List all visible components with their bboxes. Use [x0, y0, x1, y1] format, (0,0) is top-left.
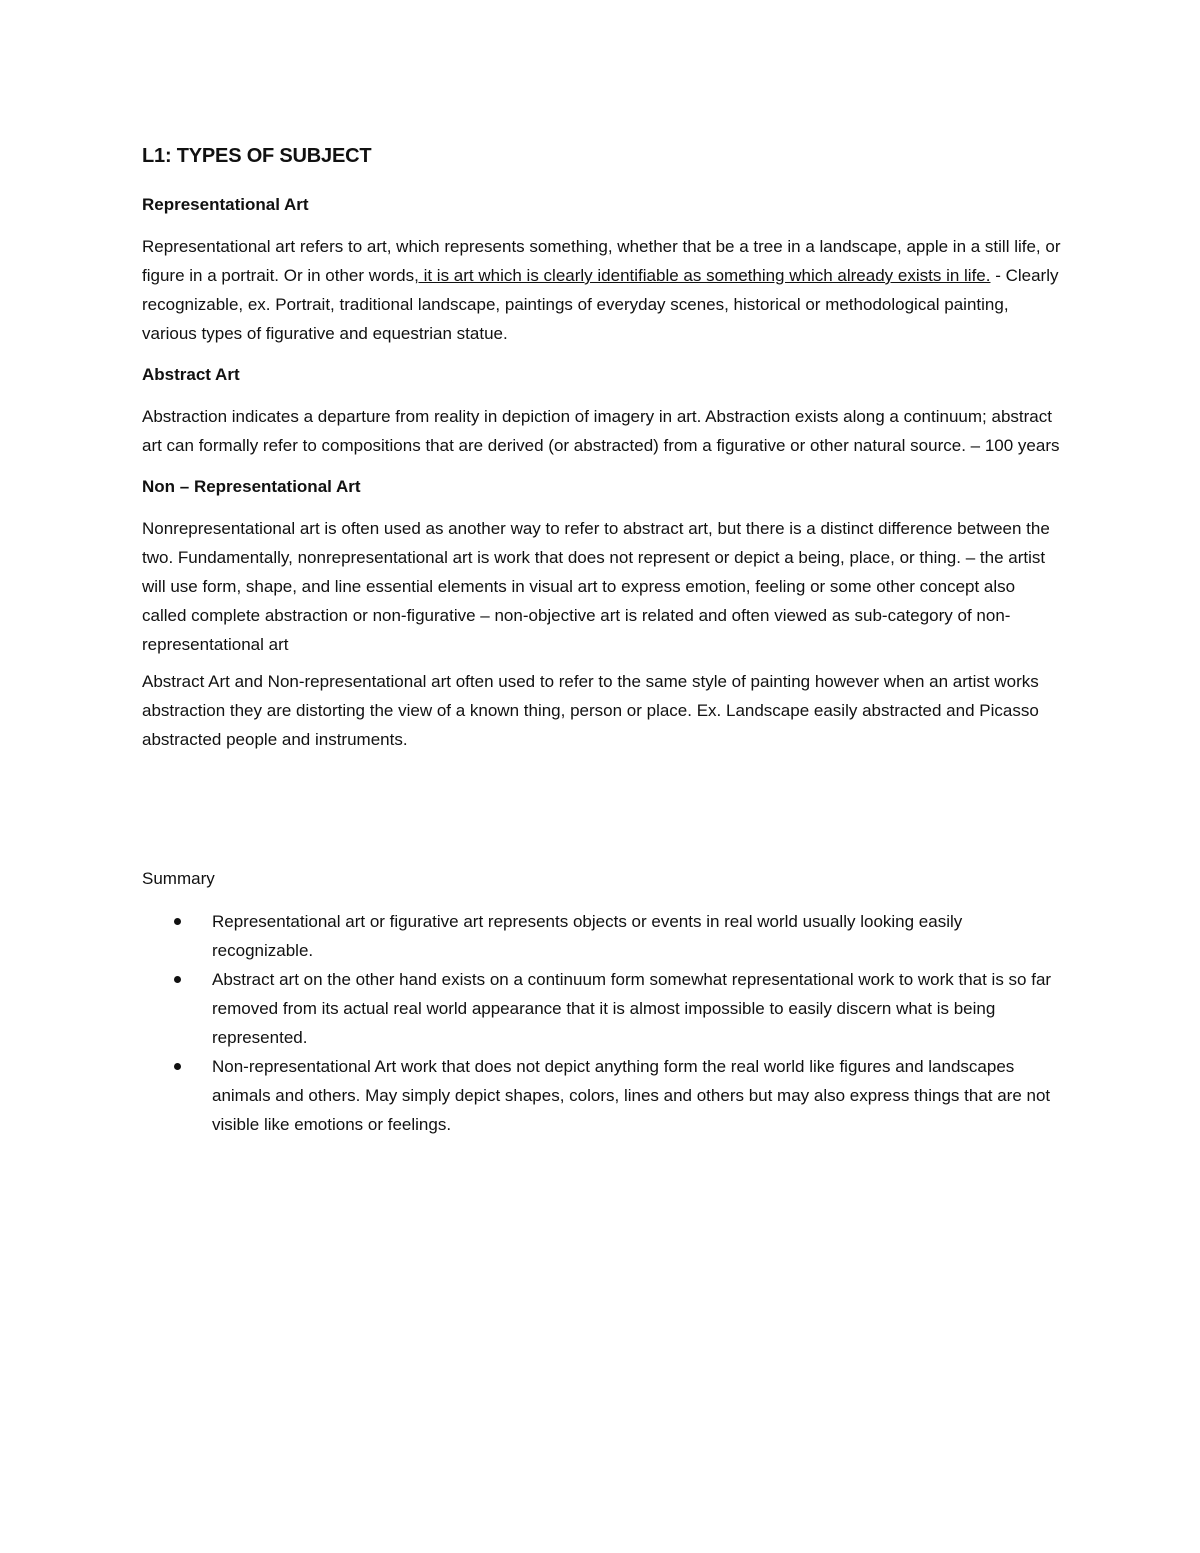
- bullet-icon: [174, 976, 181, 983]
- summary-item-text: Non-representational Art work that does not depict anything form the real world like figures and landscapes animals and others. May simply depict shapes, colors, lines and others but may also express things that are not visible like emotions or feelings.: [212, 1057, 1051, 1134]
- paragraph-representational-text-1: Representational art refers to art, which represents something, whether that be a tree in a landscape, apple in a still life, or figure in a portrait. Or in other words: [142, 237, 1061, 285]
- summary-item: [142, 965, 1062, 1052]
- summary-item: [142, 1052, 1062, 1139]
- summary-item-text: Representational art or figurative art represents objects or events in real world usually looking easily recognizable.: [212, 912, 963, 960]
- summary-item-text: Abstract art on the other hand exists on a continuum form somewhat representational work to work that is so far removed from its actual real world appearance that it is almost impossible to easily discern what is being represented.: [212, 970, 1052, 1047]
- summary-item: [142, 907, 1062, 965]
- paragraph-non-representational: Nonrepresentational art is often used as another way to refer to abstract art, but there is a distinct difference between the two. Fundamentally, nonrepresentational art is work that does not represent or depict a being, place, or thing. – the artist will use form, shape, and line essential elements in visual art to express emotion, feeling or some other concept also called complete abstraction or non-figurative – non-objective art is related and often viewed as sub-category of non-representational art: [142, 519, 1050, 654]
- paragraph-representational-text-2: - Clearly recognizable, ex. Portrait, traditional landscape, paintings of everyday scenes, historical or methodological painting, various types of figurative and equestrian statue.: [142, 266, 1059, 343]
- bullet-icon: [174, 1063, 181, 1070]
- bullet-icon: [174, 918, 181, 925]
- section-heading-representational: Representational Art: [142, 195, 309, 214]
- document-title: L1: TYPES OF SUBJECT: [142, 145, 372, 167]
- summary-list: [142, 907, 1062, 1139]
- paragraph-abstract: Abstraction indicates a departure from reality in depiction of imagery in art. Abstraction exists along a continuum; abstract art can formally refer to compositions that are derived (or abstracted) from a figurative or other natural source. – 100 years: [142, 407, 1060, 455]
- summary-label: Summary: [142, 869, 215, 888]
- paragraph-representational-underlined: , it is art which is clearly identifiable as something which already exists in life.: [414, 266, 991, 285]
- section-heading-non-representational: Non – Representational Art: [142, 477, 361, 496]
- document-page: [142, 140, 1062, 1139]
- paragraph-representational: [142, 232, 1062, 348]
- paragraph-comparison: Abstract Art and Non-representational art often used to refer to the same style of painting however when an artist works abstraction they are distorting the view of a known thing, person or place. Ex. Landscape easily abstracted and Picasso abstracted people and instruments.: [142, 672, 1039, 749]
- section-heading-abstract: Abstract Art: [142, 365, 240, 384]
